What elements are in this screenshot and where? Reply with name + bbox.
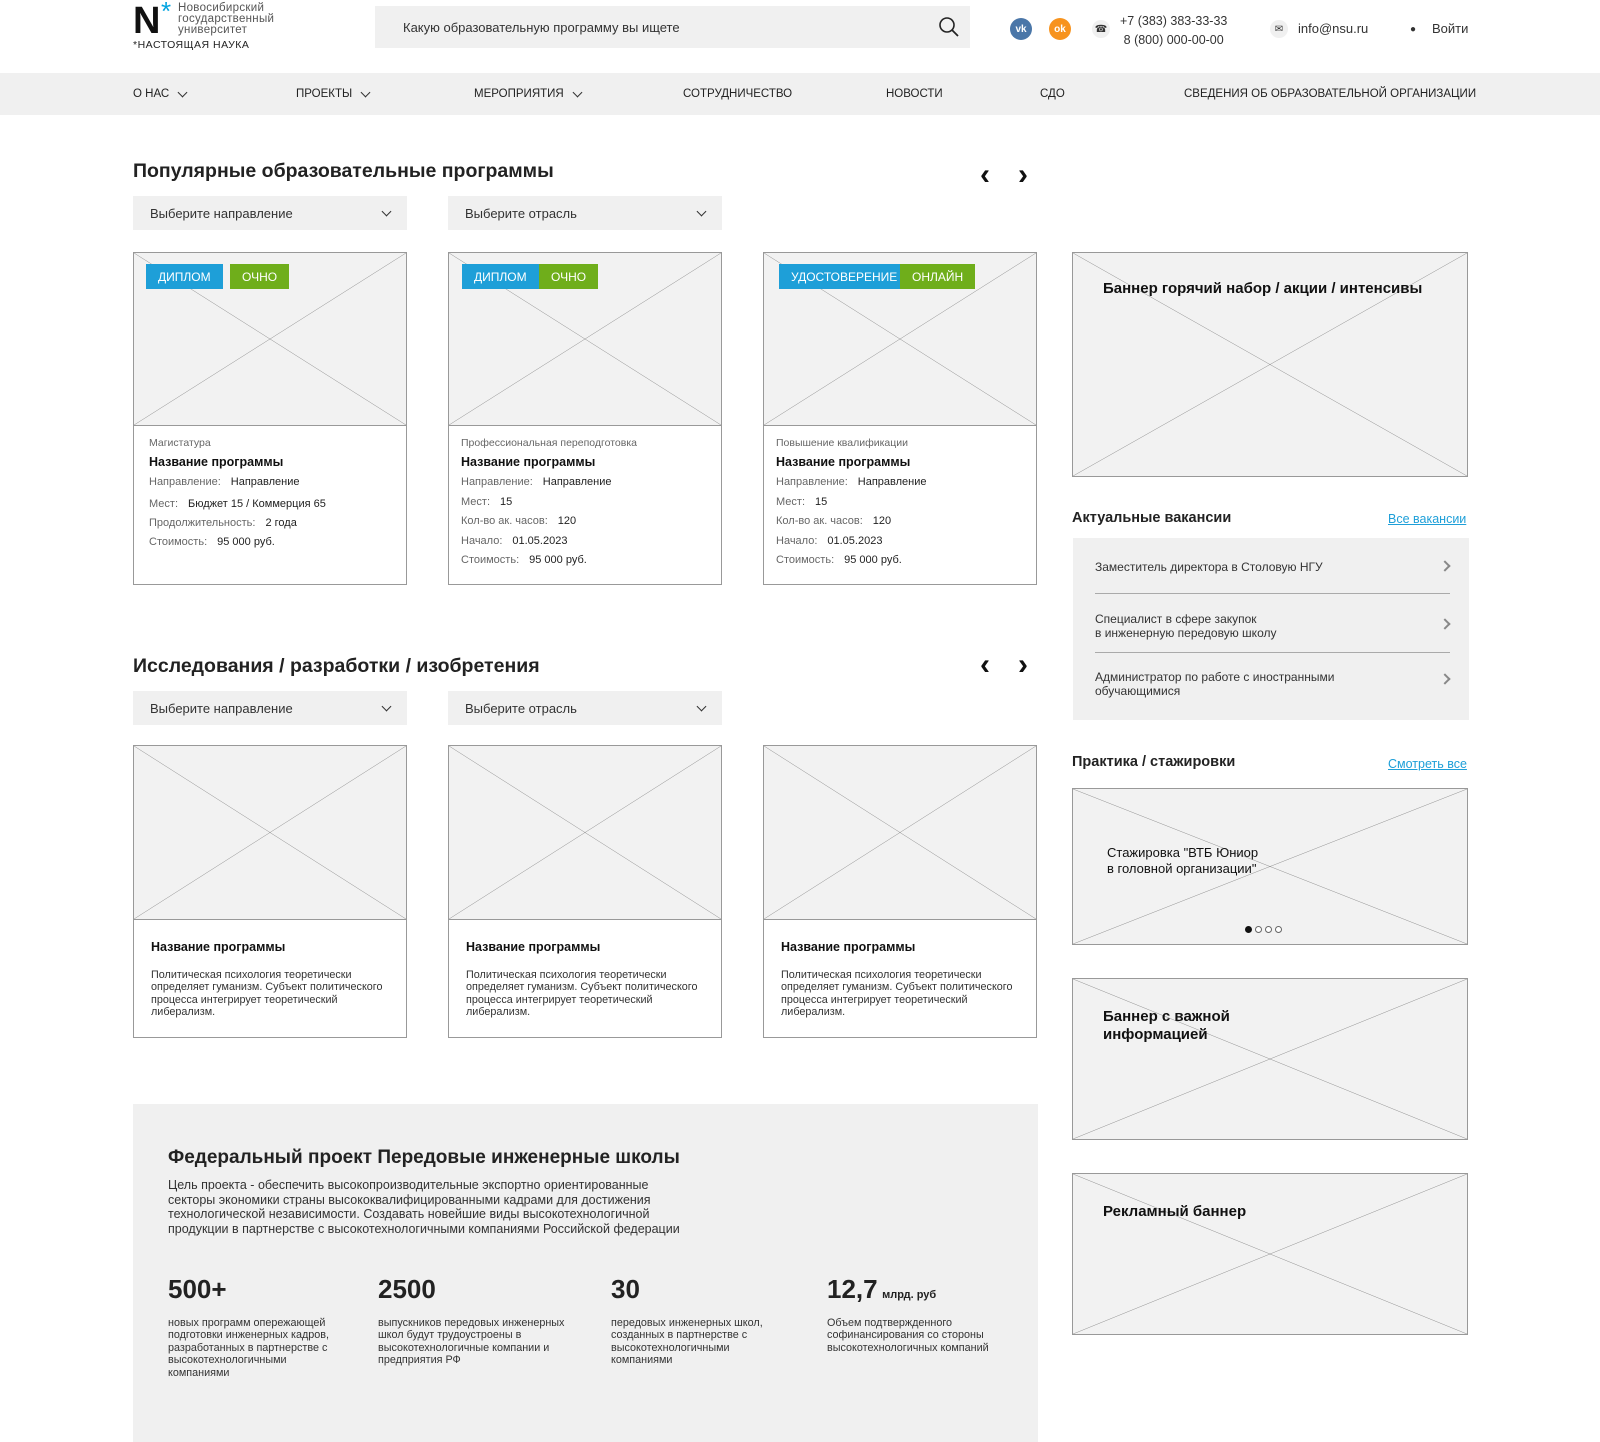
stat-description: передовых инженерных школ, созданных в партнерстве с высокотехнологичными компаниями [611,1317,763,1367]
field-value: 15 [815,495,828,508]
chevron-down-icon [572,87,582,97]
practice-title: Практика / стажировки [1072,754,1236,770]
research-title[interactable]: Название программы [151,940,286,954]
badge-format: ОЧНО [539,264,598,289]
field-label: Кол-во ак. часов: [461,515,548,527]
field-value: 120 [557,515,577,527]
practice-slider[interactable] [1072,788,1468,945]
slider-dot[interactable] [1275,926,1282,933]
program-image-placeholder [764,253,1036,426]
research-title[interactable]: Название программы [466,940,601,954]
field-value: 01.05.2023 [512,534,568,547]
logo-name: Новосибирский государственный университет [178,2,275,36]
research-title[interactable]: Название программы [781,940,916,954]
industry-select[interactable] [448,196,722,230]
arrow-left-icon[interactable]: ‹ [980,158,990,191]
badge-format: ОНЛАЙН [900,264,975,289]
logo-star-icon: * [161,0,172,26]
stat-description: выпускников передовых инженерных школ будут трудоустроены в высокотехнологичные компании и предприятия РФ [378,1317,565,1367]
arrow-right-icon[interactable]: › [1018,158,1028,191]
nav-item-sdo[interactable] [1040,88,1065,100]
mail-icon: ✉ [1270,20,1288,38]
stat-description: Объем подтвержденного софинансирования со стороны высокотехнологичных компаний [827,1317,989,1354]
vacancy-item[interactable]: Заместитель директора в Столовую НГУ [1095,560,1323,574]
search-icon[interactable] [938,16,960,38]
stat-block [168,1274,343,1379]
banner-title: Рекламный баннер [1103,1203,1247,1220]
stat-unit: млрд. руб [882,1289,937,1301]
nav-label: НОВОСТИ [886,88,943,100]
program-card[interactable] [448,252,722,585]
research-image-placeholder [134,746,406,920]
popular-section-title: Популярные образовательные программы [133,160,554,182]
field-label: Начало: [776,534,818,547]
see-all-practice-link[interactable]: Смотреть все [1388,757,1467,771]
divider [1095,652,1450,653]
field-label: Направление: [776,476,848,488]
field-label: Стоимость: [149,536,208,548]
program-category: Профессиональная переподготовка [461,437,637,449]
search-placeholder: Какую образовательную программу вы ищете [403,19,680,35]
field-value: 01.05.2023 [827,534,883,547]
practice-slide-text: Стажировка "ВТБ Юниор в головной организации" [1107,845,1259,876]
hot-offer-banner[interactable] [1072,252,1468,477]
select-value: Выберите отрасль [465,700,577,716]
nav-item-about[interactable] [133,88,190,100]
stat-value: 500+ [168,1274,227,1304]
banner-title: Баннер с важной информацией [1103,1008,1230,1043]
nav-item-org-info[interactable] [1184,88,1476,100]
research-description: Политическая психология теоретически определяет гуманизм. Субъект политического процесса интегрирует теоретический либерализм. [151,969,383,1018]
research-description: Политическая психология теоретически определяет гуманизм. Субъект политического процесса интегрирует теоретический либерализм. [781,969,1013,1018]
slider-dot[interactable] [1245,926,1252,933]
chevron-down-icon [697,206,707,216]
select-value: Выберите направление [150,700,293,716]
field-value: Бюджет 15 / Коммерция 65 [188,497,326,510]
field-value: 95 000 руб. [844,554,902,566]
program-title[interactable]: Название программы [149,455,284,469]
program-card[interactable] [133,252,407,585]
field-label: Направление: [149,476,221,488]
field-value: Направление [542,476,612,488]
badge-format: ОЧНО [230,264,289,289]
field-value: Направление [230,476,300,488]
vk-icon[interactable]: vk [1010,18,1032,40]
chevron-down-icon [382,206,392,216]
research-card[interactable] [763,745,1037,1038]
logo-slogan: *НАСТОЯЩАЯ НАУКА [133,39,250,51]
stat-value: 12,7 [827,1274,878,1304]
nav-item-projects[interactable] [296,88,373,100]
field-value: 95 000 руб. [529,554,587,566]
nav-item-events[interactable] [474,88,585,100]
research-section-title: Исследования / разработки / изобретения [133,655,540,677]
research-image-placeholder [449,746,721,920]
important-info-banner[interactable] [1072,978,1468,1140]
program-image-placeholder [449,253,721,426]
federal-project-title: Федеральный проект Передовые инженерные школы [168,1147,680,1168]
field-label: Начало: [461,534,503,547]
phone-secondary[interactable]: 8 (800) 000-00-00 [1123,33,1224,47]
field-label: Направление: [461,476,533,488]
industry-select[interactable] [448,691,722,725]
all-vacancies-link[interactable]: Все вакансии [1388,512,1467,526]
vacancy-item[interactable]: Специалист в сфере закупок в инженерную передовую школу [1095,612,1277,640]
stat-value: 2500 [378,1274,436,1304]
program-image-placeholder [134,253,406,426]
research-description: Политическая психология теоретически определяет гуманизм. Субъект политического процесса интегрирует теоретический либерализм. [466,969,698,1018]
direction-select[interactable] [133,691,407,725]
program-category: Магистатура [149,437,211,449]
direction-select[interactable] [133,196,407,230]
slider-dots [1245,926,1282,933]
stat-description: новых программ опережающей подготовки инженерных кадров, разработанных в партнерстве с высокотехнологичными компаниями [168,1317,330,1379]
arrow-left-icon[interactable]: ‹ [980,648,990,681]
nav-item-news[interactable] [886,88,943,100]
vacancies-title: Актуальные вакансии [1072,510,1232,526]
field-label: Продолжительность: [149,516,256,529]
ad-banner[interactable] [1072,1173,1468,1335]
chevron-down-icon [178,87,188,97]
nav-label: МЕРОПРИЯТИЯ [474,88,564,100]
field-value: 95 000 руб. [217,536,275,548]
program-card[interactable] [763,252,1037,585]
nav-label: ПРОЕКТЫ [296,88,353,100]
field-value: 15 [500,495,513,508]
nav-item-cooperation[interactable] [683,88,792,100]
field-label: Стоимость: [461,554,520,566]
email-link[interactable]: info@nsu.ru [1298,21,1369,36]
divider [1095,593,1450,594]
nav-label: СОТРУДНИЧЕСТВО [683,88,793,100]
odnoklassniki-icon[interactable]: ok [1049,18,1071,40]
login-button[interactable]: Войти [1432,21,1469,36]
user-icon: ● [1404,20,1422,38]
logo-letter[interactable]: N [133,0,161,42]
federal-project-text: Цель проекта - обеспечить высокопроизводительные экспортно ориентированные секторы экономики страны высококвалифицированными кадрами для достижения технологической независимости. Создавать новейшие виды высокотехнологичной продукции в партнерстве с высокотехнологичными компаниями Российской федерации [168,1178,680,1236]
field-value: 2 года [265,516,297,529]
select-value: Выберите отрасль [465,205,577,221]
slider-dot[interactable] [1265,926,1272,933]
select-value: Выберите направление [150,205,293,221]
chevron-down-icon [361,87,371,97]
research-card[interactable] [448,745,722,1038]
field-label: Стоимость: [776,554,835,566]
nav-label: О НАС [133,88,170,100]
stat-value: 30 [611,1274,640,1304]
research-image-placeholder [764,746,1036,920]
research-card[interactable] [133,745,407,1038]
slider-dot[interactable] [1255,926,1262,933]
badge-certificate: УДОСТОВЕРЕНИЕ [779,264,909,289]
vacancy-item[interactable]: Администратор по работе с иностранными обучающимися [1095,670,1335,698]
stat-block [611,1274,781,1367]
field-label: Мест: [149,497,178,510]
stat-block [378,1274,578,1367]
nav-label: СДО [1040,88,1065,100]
chevron-down-icon [382,701,392,711]
banner-title: Баннер горячий набор / акции / интенсивы [1103,280,1423,297]
arrow-right-icon[interactable]: › [1018,648,1028,681]
nav-label: СВЕДЕНИЯ ОБ ОБРАЗОВАТЕЛЬНОЙ ОРГАНИЗАЦИИ [1184,88,1477,100]
search-input[interactable] [375,6,970,48]
stat-block [827,1274,1002,1354]
chevron-down-icon [697,701,707,711]
phone-primary[interactable]: +7 (383) 383-33-33 [1120,14,1228,28]
field-label: Кол-во ак. часов: [776,515,863,527]
program-category: Повышение квалификации [776,437,908,449]
program-title[interactable]: Название программы [461,455,596,469]
vacancies-list [1073,538,1469,720]
field-label: Мест: [461,495,490,508]
program-title[interactable]: Название программы [776,455,911,469]
badge-diploma: ДИПЛОМ [146,264,223,289]
field-value: Направление [857,476,927,488]
phone-numbers[interactable] [1120,12,1227,50]
badge-diploma: ДИПЛОМ [462,264,539,289]
field-value: 120 [872,515,892,527]
field-label: Мест: [776,495,805,508]
phone-icon: ☎ [1092,20,1110,38]
